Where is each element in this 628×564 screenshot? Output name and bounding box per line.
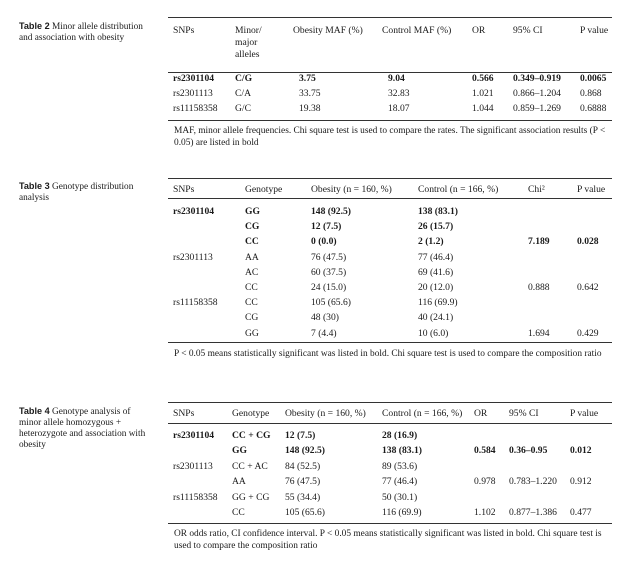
table2-cell-control: 32.83 (388, 88, 410, 99)
table3-cell-p: 0.028 (577, 236, 599, 248)
table3-header-control: Control (n = 166, %) (418, 184, 499, 195)
table4-cell-control: 138 (83.1) (382, 445, 422, 457)
table2-cell-alleles: C/G (235, 73, 253, 84)
table2-cell-or: 1.021 (472, 88, 494, 99)
table3-cell-snp: rs2301104 (173, 206, 215, 217)
table4-header-genotype: Genotype (232, 408, 270, 419)
table4-cell-obesity: 55 (34.4) (285, 491, 321, 503)
table3-cell-obesity: 0 (0.0) (311, 236, 337, 248)
table4-cell-or: 1.102 (474, 507, 496, 518)
table3-cell-genotype: CG (245, 221, 260, 233)
table3-cell-genotype: AA (245, 251, 259, 263)
table2-cell-obesity: 33.75 (299, 88, 321, 99)
table4-cell-control: 50 (30.1) (382, 491, 418, 503)
table2-header-ci: 95% CI (513, 25, 543, 36)
table2-cell-control: 9.04 (388, 73, 405, 84)
table3-cell-genotype: GG (245, 327, 259, 339)
table4-header-or: OR (474, 408, 488, 419)
table4-cell-snp: rs2301104 (173, 430, 215, 441)
table3-cell-obesity: 48 (30) (311, 312, 339, 324)
table2-cell-p: 0.868 (580, 88, 602, 99)
table4-cell-control: 77 (46.4) (382, 476, 418, 488)
table3-cell-snp: rs11158358 (173, 297, 218, 309)
table4-header-ci: 95% CI (509, 408, 539, 419)
table4-top-rule (168, 402, 612, 403)
table3-cell-obesity: 76 (47.5) (311, 251, 347, 263)
table4-cell-p: 0.012 (570, 445, 592, 457)
table4-cell-obesity: 76 (47.5) (285, 476, 321, 488)
table4-cell-ci: 0.783–1.220 (509, 476, 557, 488)
table3-cell-genotype: CC (245, 297, 258, 309)
table3-cell-snp: rs2301113 (173, 251, 213, 263)
table2-header-or: OR (472, 25, 486, 36)
table3-header-genotype: Genotype (245, 184, 283, 195)
table3-header-rule (168, 198, 612, 199)
table4-title: Genotype analysis of minor allele homozygous + heterozygote and association with obesity (19, 407, 146, 450)
table2-footnote: MAF, minor allele frequencies. Chi square test is used to compare the rates. The significant association results (P < 0.05) are listed in bold (174, 126, 606, 148)
table2-header-p: P value (580, 25, 609, 36)
table3-cell-control: 77 (46.4) (418, 251, 454, 263)
table4-cell-p: 0.912 (570, 476, 592, 488)
table4-bottom-rule (168, 523, 612, 524)
table4-cell-obesity: 84 (52.5) (285, 460, 321, 472)
table4-cell-control: 89 (53.6) (382, 460, 418, 472)
table2-cell-snp: rs2301113 (173, 88, 213, 99)
table4-cell-genotype: AA (232, 476, 246, 488)
table3-cell-chi: 7.189 (528, 236, 550, 248)
table4 (168, 402, 612, 557)
table2-cell-ci: 0.349–0.919 (513, 73, 561, 84)
table3-title: Genotype distribution analysis (19, 182, 134, 203)
table4-header-obesity: Obesity (n = 160, %) (285, 408, 366, 419)
table3-top-rule (168, 178, 612, 179)
table3-cell-obesity: 24 (15.0) (311, 282, 347, 293)
table3-cell-obesity: 148 (92.5) (311, 206, 351, 217)
table3-cell-chi: 0.888 (528, 282, 550, 293)
table4-cell-p: 0.477 (570, 507, 592, 518)
table3 (168, 178, 612, 378)
table2-title: Minor allele distribution and association with obesity (19, 22, 143, 43)
table4-cell-ci: 0.877–1.386 (509, 507, 557, 518)
table4-caption (19, 406, 154, 451)
table3-cell-genotype: CG (245, 312, 259, 324)
table3-cell-control: 40 (24.1) (418, 312, 454, 324)
table4-cell-obesity: 105 (65.6) (285, 507, 325, 518)
table3-cell-genotype: GG (245, 206, 260, 217)
table4-cell-genotype: CC + AC (232, 460, 268, 472)
table3-cell-control: 2 (1.2) (418, 236, 444, 248)
table2-cell-obesity: 3.75 (299, 73, 316, 84)
table2-top-rule (168, 17, 612, 18)
table2-caption (19, 21, 154, 44)
table2-cell-snp: rs11158358 (173, 103, 218, 114)
table3-header-chi: Chi² (528, 184, 545, 195)
table3-header-p: P value (577, 184, 606, 195)
table3-header-snps: SNPs (173, 184, 195, 195)
table3-cell-p: 0.642 (577, 282, 599, 293)
table4-cell-or: 0.978 (474, 476, 496, 488)
table3-cell-control: 10 (6.0) (418, 327, 449, 339)
table2-label: Table 2 (19, 21, 50, 31)
table2-header-control: Control MAF (%) (382, 25, 452, 36)
table2 (168, 17, 612, 152)
table2-cell-control: 18.07 (388, 103, 410, 114)
table4-cell-obesity: 148 (92.5) (285, 445, 325, 457)
table3-label: Table 3 (19, 181, 50, 191)
table3-cell-chi: 1.694 (528, 327, 550, 339)
table4-cell-genotype: GG (232, 445, 247, 457)
table4-header-rule (168, 423, 612, 424)
table3-footnote: P < 0.05 means statistically significant was listed in bold. Chi square test is used to compare the composition ratio (174, 349, 602, 359)
table3-cell-obesity: 12 (7.5) (311, 221, 342, 233)
table2-bottom-rule (168, 120, 612, 121)
table4-header-snps: SNPs (173, 408, 195, 419)
table3-cell-control: 69 (41.6) (418, 266, 454, 278)
table2-cell-or: 1.044 (472, 103, 494, 114)
table4-cell-genotype: CC (232, 507, 245, 518)
table4-header-control: Control (n = 166, %) (382, 408, 463, 419)
table3-cell-genotype: CC (245, 282, 258, 293)
table4-cell-genotype: GG + CG (232, 491, 270, 503)
table3-cell-obesity: 7 (4.4) (311, 327, 337, 339)
table4-cell-control: 28 (16.9) (382, 430, 418, 441)
table4-header-p: P value (570, 408, 599, 419)
table3-cell-genotype: CC (245, 236, 259, 248)
table2-cell-snp: rs2301104 (173, 73, 215, 84)
table2-header-alleles: Minor/ major alleles (235, 25, 262, 60)
table4-cell-ci: 0.36–0.95 (509, 445, 548, 457)
table3-bottom-rule (168, 342, 612, 343)
table3-cell-control: 116 (69.9) (418, 297, 458, 309)
table4-cell-obesity: 12 (7.5) (285, 430, 316, 441)
table4-cell-snp: rs11158358 (173, 491, 218, 503)
table3-cell-p: 0.429 (577, 327, 599, 339)
table3-cell-genotype: AC (245, 266, 259, 278)
table3-caption (19, 181, 154, 204)
table2-cell-ci: 0.859–1.269 (513, 103, 561, 114)
table3-cell-obesity: 105 (65.6) (311, 297, 351, 309)
table4-cell-genotype: CC + CG (232, 430, 271, 441)
table2-cell-p: 0.6888 (580, 103, 607, 114)
table2-header-obesity: Obesity MAF (%) (293, 25, 363, 36)
table3-header-obesity: Obesity (n = 160, %) (311, 184, 392, 195)
table3-cell-control: 138 (83.1) (418, 206, 458, 217)
table4-footnote: OR odds ratio, CI confidence interval. P < 0.05 means statistically significant was listed in bold. Chi square test is used to compare the composition ratio (174, 529, 602, 551)
table4-label: Table 4 (19, 406, 50, 416)
table4-cell-snp: rs2301113 (173, 460, 213, 472)
table3-cell-control: 26 (15.7) (418, 221, 454, 233)
table2-cell-alleles: C/A (235, 88, 251, 99)
table2-cell-ci: 0.866–1.204 (513, 88, 561, 99)
table2-cell-alleles: G/C (235, 103, 251, 114)
table3-cell-obesity: 60 (37.5) (311, 266, 347, 278)
table2-cell-obesity: 19.38 (299, 103, 321, 114)
table4-cell-or: 0.584 (474, 445, 496, 457)
table2-cell-p: 0.0065 (580, 73, 607, 84)
table2-cell-or: 0.566 (472, 73, 494, 84)
table3-cell-control: 20 (12.0) (418, 282, 454, 293)
table4-cell-control: 116 (69.9) (382, 507, 422, 518)
table2-header-snps: SNPs (173, 25, 195, 36)
